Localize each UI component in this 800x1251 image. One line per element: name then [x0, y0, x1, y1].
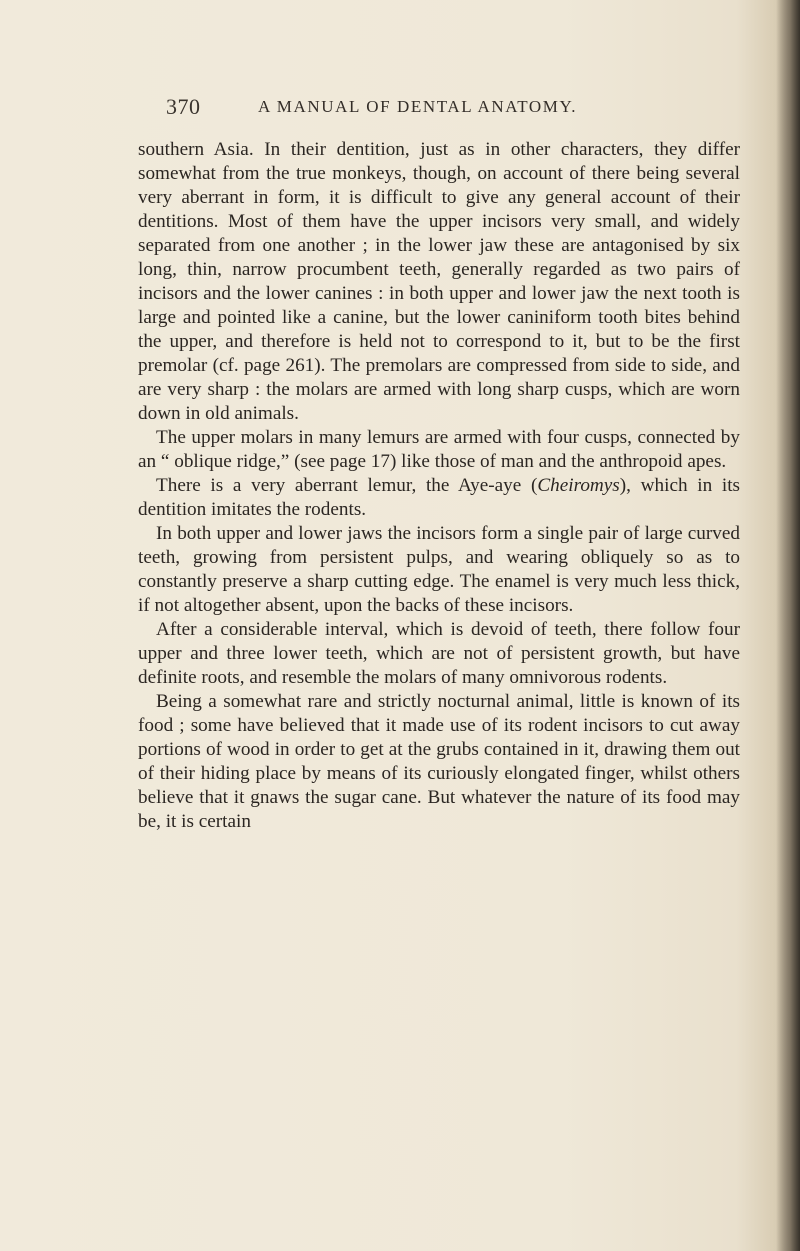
paragraph-text: ), which in its dentition imitates the rodents.	[138, 475, 741, 520]
paragraph: southern Asia. In their dentition, just as in other characters, they differ somewhat from the true monkeys, though, on account of there being several very aberrant in form, it is difficult to give any general account of their dentitions. Most of them have the upper incisors very small, and widely separated from one another ; in the lower jaw these are antagonised by six long, thin, narrow procumbent teeth, generally regarded as two pairs of incisors and the lower canines : in both upper and lower jaw the next tooth is large and pointed like a canine, but the lower caniniform tooth bites behind the upper, and therefore is held not to correspond to it, but to be the first premolar (cf. page 261). The premolars are compressed from side to side, and are very sharp : the molars are armed with long sharp cusps, which are worn down in old animals.	[138, 139, 740, 424]
body-text	[138, 138, 740, 834]
running-title: A MANUAL OF DENTAL ANATOMY.	[258, 97, 578, 116]
binding-edge-shadow	[776, 0, 800, 1251]
paragraph-text: There is a very aberrant lemur, the Aye-aye (	[156, 475, 538, 496]
paragraph	[138, 474, 740, 522]
paragraph: After a considerable interval, which is devoid of teeth, there follow four upper and three lower teeth, which are not of persistent growth, but have definite roots, and resemble the molars of many omnivorous rodents.	[138, 619, 740, 688]
paragraph: The upper molars in many lemurs are armed with four cusps, connected by an “ oblique ridge,” (see page 17) like those of man and the anthropoid apes.	[138, 427, 740, 472]
page-header	[166, 94, 746, 124]
page-number: 370	[166, 94, 201, 119]
genus-name: Cheiromys	[537, 475, 620, 496]
paragraph: Being a somewhat rare and strictly nocturnal animal, little is known of its food ; some have believed that it made use of its rodent incisors to cut away portions of wood in order to get at the grubs contained in it, drawing them out of their hiding place by means of its curiously elongated finger, whilst others believe that it gnaws the sugar cane. But whatever the nature of its food may be, it is certain	[138, 691, 740, 832]
paragraph: In both upper and lower jaws the incisors form a single pair of large curved teeth, growing from persistent pulps, and wearing obliquely so as to constantly preserve a sharp cutting edge. The enamel is very much less thick, if not altogether absent, upon the backs of these incisors.	[138, 523, 740, 616]
